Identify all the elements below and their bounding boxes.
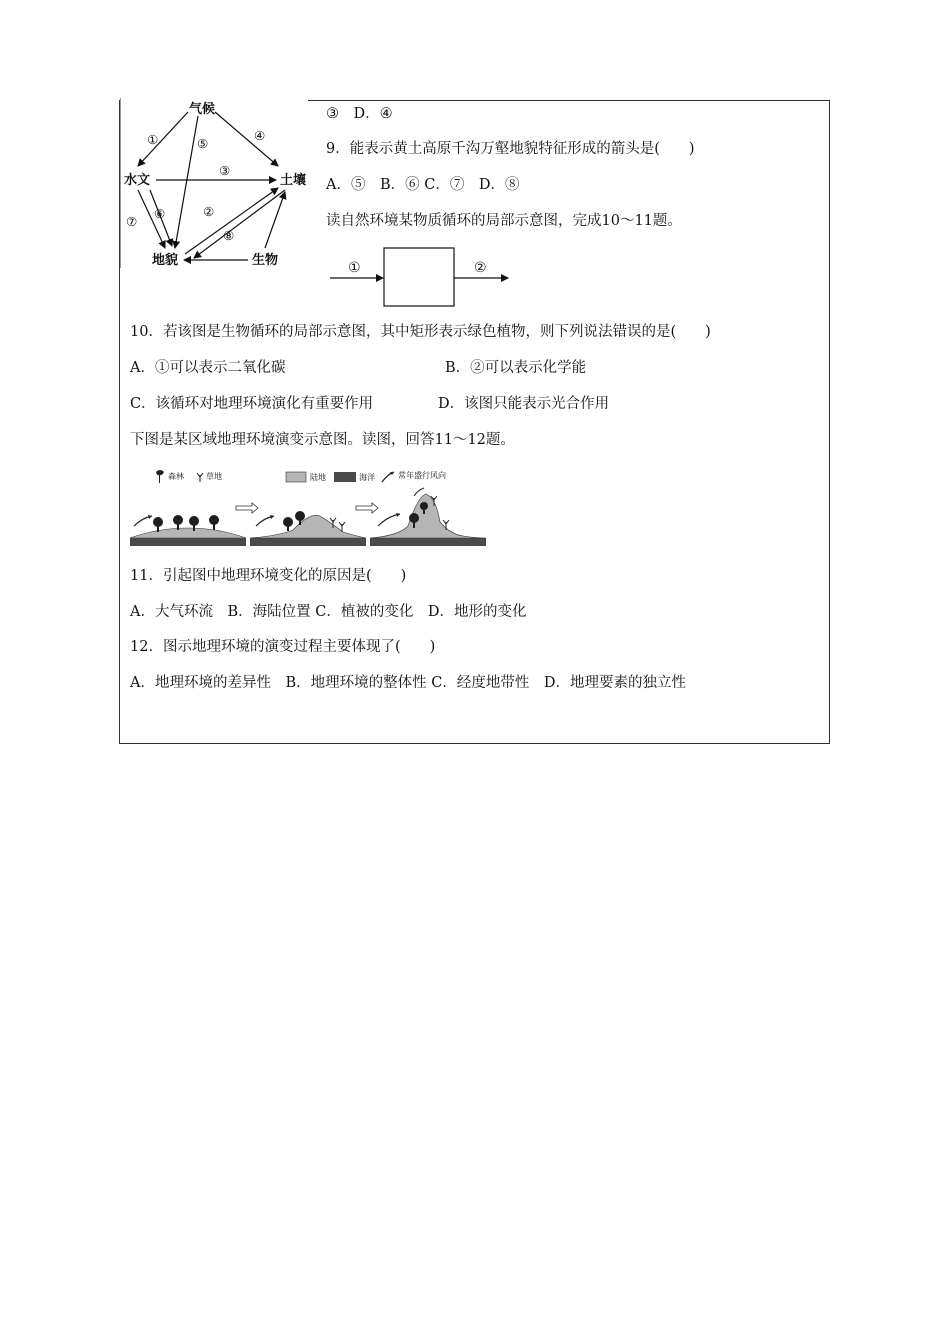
label-arrow-2: ② bbox=[203, 204, 215, 219]
label-arrow-7: ⑦ bbox=[126, 214, 138, 229]
legend-forest-icon bbox=[156, 470, 164, 483]
legend-land-swatch bbox=[286, 472, 306, 482]
label-arrow-1: ① bbox=[147, 132, 159, 147]
q10-option-b: B．②可以表示化学能 bbox=[445, 360, 587, 376]
label-arrow-5: ⑤ bbox=[197, 136, 209, 151]
q11-stem: 11．引起图中地理环境变化的原因是( ) bbox=[130, 568, 407, 584]
intro-11-12: 下图是某区域地理环境演变示意图。读图，回答11～12题。 bbox=[130, 432, 515, 448]
environment-evolution-svg bbox=[128, 466, 488, 550]
element-relation-svg bbox=[120, 98, 310, 270]
q11-options: A．大气环流 B．海陆位置 C．植被的变化 D．地形的变化 bbox=[130, 604, 527, 620]
stage-2 bbox=[250, 511, 366, 546]
environment-evolution-diagram bbox=[128, 466, 488, 550]
material-cycle-diagram bbox=[328, 246, 513, 310]
node-hydrology: 水文 bbox=[124, 173, 151, 188]
label-arrow-8: ⑧ bbox=[223, 228, 235, 243]
material-cycle-svg bbox=[328, 246, 513, 310]
intro-10-11: 读自然环境某物质循环的局部示意图，完成10～11题。 bbox=[326, 213, 682, 229]
legend-forest-label: 森林 bbox=[168, 472, 184, 481]
output-label: ② bbox=[474, 260, 487, 276]
legend-grass-label: 草地 bbox=[206, 472, 222, 481]
stage-arrow-2 bbox=[356, 503, 378, 513]
q8-options-tail: ③ D．④ bbox=[326, 106, 393, 122]
node-biology: 生物 bbox=[252, 253, 279, 268]
q10-option-a: A．①可以表示二氧化碳 bbox=[130, 360, 286, 376]
label-arrow-4: ④ bbox=[254, 128, 266, 143]
legend-ocean-label: 海洋 bbox=[359, 473, 375, 482]
legend-wind-label: 常年盛行风向 bbox=[398, 471, 446, 480]
green-plant-box bbox=[384, 248, 454, 306]
legend bbox=[156, 470, 446, 483]
legend-land-label: 陆地 bbox=[310, 473, 326, 482]
node-landform: 地貌 bbox=[152, 253, 179, 268]
input-label: ① bbox=[348, 260, 361, 276]
node-soil: 土壤 bbox=[280, 173, 307, 188]
q12-stem: 12．图示地理环境的演变过程主要体现了( ) bbox=[130, 639, 436, 655]
legend-ocean-swatch bbox=[334, 472, 356, 482]
element-relation-diagram bbox=[120, 98, 310, 270]
label-arrow-3: ③ bbox=[219, 163, 231, 178]
q9-options: A．⑤ B．⑥ C．⑦ D．⑧ bbox=[326, 177, 520, 193]
stage-3 bbox=[370, 488, 486, 546]
q12-options: A．地理环境的差异性 B．地理环境的整体性 C．经度地带性 D．地理要素的独立性 bbox=[130, 675, 686, 691]
q10-stem: 10．若该图是生物循环的局部示意图，其中矩形表示绿色植物，则下列说法错误的是( ) bbox=[130, 324, 711, 340]
node-climate: 气候 bbox=[189, 102, 216, 117]
legend-grass-icon bbox=[197, 473, 203, 482]
q10-option-d: D．该图只能表示光合作用 bbox=[438, 396, 610, 412]
q9-stem: 9．能表示黄土高原千沟万壑地貌特征形成的箭头是( ) bbox=[326, 141, 695, 157]
q10-option-c: C．该循环对地理环境演化有重要作用 bbox=[130, 396, 374, 412]
stage-1 bbox=[130, 515, 246, 546]
label-arrow-6: ⑥ bbox=[154, 206, 166, 221]
stage-arrow-1 bbox=[236, 503, 258, 513]
